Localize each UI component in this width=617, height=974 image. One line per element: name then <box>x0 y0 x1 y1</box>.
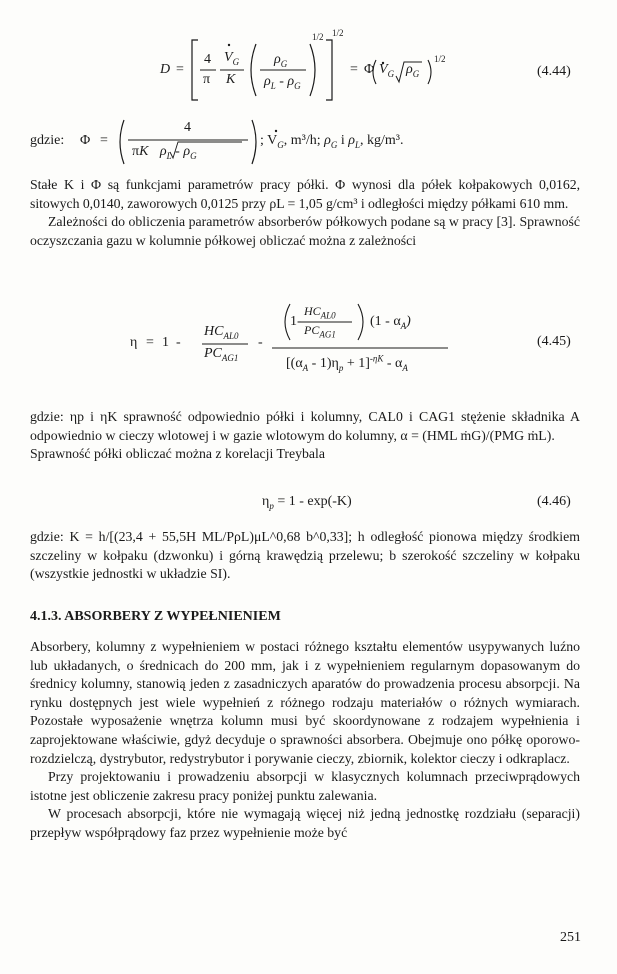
equation-4-44 <box>160 28 480 112</box>
eq445-denominator: $[(\alpha_A - 1)\eta_p + 1]^{-\eta K} - \alpha_A$ <box>286 353 408 373</box>
eq444-rho-g: $\rho_G$ <box>274 52 288 69</box>
eq444-inner-exponent: 1/2 <box>312 32 324 42</box>
paragraph-8: W procesach absorpcji, które nie wymagają więcej niż jedną jednostkę rozdziału (separacji) przepływ współprądowy faz przez wypełnienie może być <box>30 806 580 840</box>
eq445-pc-ag1: $PC_{AG1}$ <box>204 346 239 363</box>
phi-symbol: Φ <box>80 133 91 148</box>
eq444-phi: Φ <box>364 62 375 77</box>
eq445-inner-one: 1 <box>290 314 297 329</box>
gdzie-label: gdzie: <box>30 133 65 148</box>
eq445-inner-pc: $PC_{AG1}$ <box>304 323 336 340</box>
eq444-pi: π <box>203 72 211 87</box>
phi-units-line: ; $V_G$, m³/h; $\rho_G$ i $\rho_L$, kg/m³. <box>260 133 404 150</box>
equation-4-46 <box>262 494 352 510</box>
paragraph-k-definition <box>30 528 580 584</box>
where-phi-definition <box>30 116 590 172</box>
paragraph-7: Przy projektowaniu i prowadzeniu absorpcji w klasycznych kolumnach przeciwprądowych istotne jest obliczenie zakresu pracy poniżej punktu zalewania. <box>30 769 580 803</box>
equation-number-4-44: (4.44) <box>537 64 571 79</box>
page-number: 251 <box>560 930 581 945</box>
eq445-eta: η <box>130 335 138 350</box>
equation-number-4-46: (4.46) <box>537 494 571 509</box>
eq444-equals: = <box>176 62 184 77</box>
section-body <box>30 638 580 843</box>
eq444-rhs-exponent: 1/2 <box>434 54 446 64</box>
phi-equals: = <box>100 133 108 148</box>
eq444-outer-exponent: 1/2 <box>332 28 344 38</box>
section-heading: 4.1.3. ABSORBERY Z WYPEŁNIENIEM <box>30 609 281 624</box>
paragraph-3: gdzie: ηp i ηK sprawność odpowiednio półki i kolumny, CAL0 i CAG1 stężenie składnika A odpowiednio w cieczy wlotowej i w gazie wlotowym do kolumny, α = (HML ṁG)/(PMG ṁL). <box>30 409 580 443</box>
eq445-one: 1 <box>162 335 169 350</box>
eq444-rhs-rho: $\rho_G$ <box>406 62 420 79</box>
eq444-rhs-equals: = <box>350 62 358 77</box>
paragraph-constants <box>30 176 580 250</box>
eq445-one-minus-alpha: $(1 - \alpha_A)$ <box>370 314 411 331</box>
eq445-equals: = <box>146 335 154 350</box>
paragraph-2: Zależności do obliczenia parametrów absorberów półkowych podane są w pracy [3]. Sprawność oczyszczania gazu w kolumnie półkowej obliczać można z zależności <box>30 214 580 248</box>
eq445-inner-minus: - <box>297 314 302 329</box>
eq444-vg: $V_G$ <box>224 50 240 67</box>
eq444-k: K <box>226 72 236 87</box>
equation-number-4-45: (4.45) <box>537 334 571 349</box>
eq446-rhs: = 1 - exp(-K) <box>277 494 352 509</box>
equation-4-45 <box>130 300 460 386</box>
paragraph-6: Absorbery, kolumny z wypełnieniem w postaci różnego kształtu elementów usypywanych luźno lub układanych, o średnicach do 200 mm, jak i z wypełnieniem regularnym dopasowanym do średnicy kolumny, stanowią jeden z zasadniczych aparatów do prowadzenia procesu absorpcji. Na rynku dostępnych jest wiele wypełnień z różnego rodzaju materiałów o różnych wymiarach. Pozostałe wyposażenie wnętrza kolumn musi być skoordynowane z rodzajem wypełnienia i zaprojektowane właściwie, gdyż decyduje o sprawności absorbera. Obejmuje ono półkę oporowo-rozdzielczą, dystrybutor, redystrybutor i porywanie cieczy, zbiornik, kolektor cieczy i odkraplacz. <box>30 639 580 766</box>
paragraph-4: Sprawność półki obliczać można z korelacji Treybala <box>30 446 326 462</box>
eq445-inner-hc: $HC_{AL0}$ <box>304 304 336 321</box>
eq445-minus-2: - <box>258 335 263 350</box>
eq444-rhs-vg: $V_G$ <box>379 62 395 79</box>
eq445-hc-al0: $HC_{AL0}$ <box>204 324 239 341</box>
phi-denominator: πK $\rho_L - \rho_G$ <box>132 144 197 161</box>
eq444-four: 4 <box>204 52 211 67</box>
eq446-eta: $\eta_p$ <box>262 494 274 511</box>
eq444-rho-l-minus-rho-g: $\rho_L - \rho_G$ <box>264 74 301 91</box>
eq445-minus-1: - <box>176 335 181 350</box>
paragraph-1: Stałe K i Φ są funkcjami parametrów pracy półki. Φ wynosi dla półek kołpakowych 0,0162, sitowych 0,0140, zaworowych 0,0125 przy ρL = 1,05 g/cm³ i odległości między półkami 610 mm. <box>30 177 580 211</box>
paragraph-efficiency <box>30 408 580 464</box>
paragraph-5: gdzie: K = h/[(23,4 + 55,5H ML/PρL)μL^0,68 b^0,33]; h odległość pionowa między środkiem szczeliny w kołpaku (dzwonku) i górną krawędzią przelewu; b szerokość szczeliny w kołpaku (wszystkie jednostki w układzie SI). <box>30 529 580 582</box>
phi-numerator: 4 <box>184 120 191 135</box>
eq444-lhs: D <box>160 62 171 77</box>
